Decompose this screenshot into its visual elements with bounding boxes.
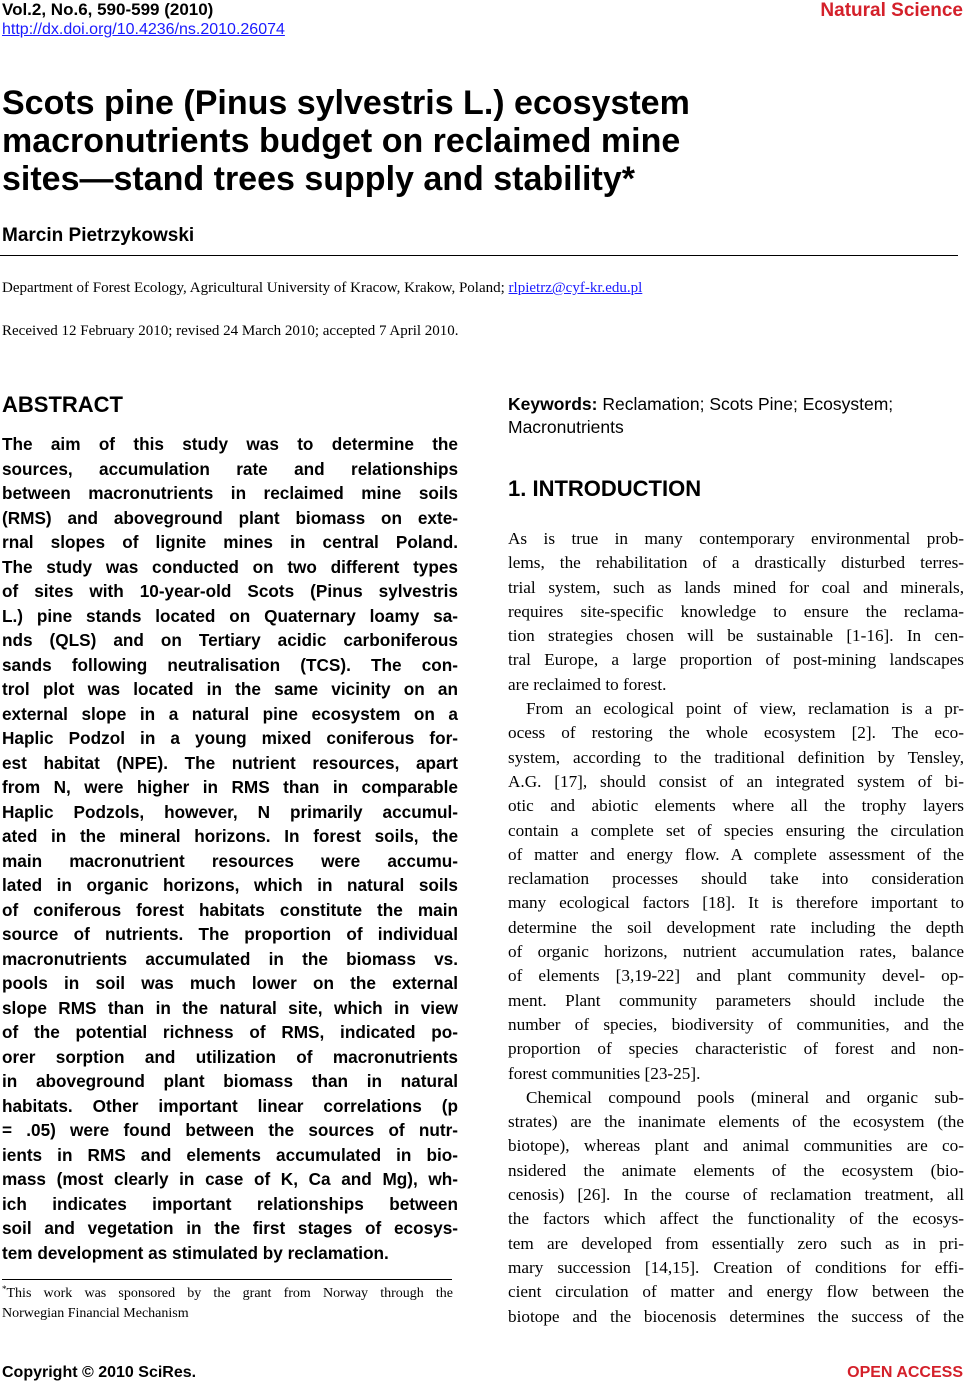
paragraph-line: From an ecological point of view, reclamation is a pr- xyxy=(526,699,964,719)
paragraph-line: reclamation processes should take into consideration xyxy=(508,869,964,889)
abstract-line: L.) pine stands located on Quaternary loamy sa- xyxy=(2,605,458,626)
paragraph-line: proportion of species characteristic of forest and non- xyxy=(508,1039,964,1059)
author-name: Marcin Pietrzykowski xyxy=(2,225,195,246)
abstract-line: est habitat (NPE). The nutrient resources, apart xyxy=(2,752,458,773)
paragraph-line: determine the soil development rate including the depth xyxy=(508,917,964,937)
abstract-line: The aim of this study was to determine the xyxy=(2,434,458,454)
email-link[interactable]: rlpietrz@cyf-kr.edu.pl xyxy=(508,280,643,296)
abstract-line: Haplic Podzols, however, N primarily accumul- xyxy=(2,801,458,822)
paragraph-line: otic and abiotic elements where all the trophy layers xyxy=(508,796,964,816)
abstract-line: slope RMS than in the natural site, which in view xyxy=(2,997,458,1018)
abstract-heading: ABSTRACT xyxy=(2,392,123,417)
paragraph-line: number of species, biodiversity of communities, and the xyxy=(508,1014,964,1034)
paragraph-line: requires site-specific knowledge to ensure the reclama- xyxy=(508,601,964,621)
paragraph-line: nsidered the animate elements of the ecosystem (bio- xyxy=(508,1160,964,1180)
abstract-line: external slope in a natural pine ecosystem on a xyxy=(2,703,458,724)
abstract-line: Haplic Podzol in a young mixed coniferous for- xyxy=(2,728,458,748)
abstract-line: ated in the mineral horizons. In forest soils, the xyxy=(2,826,458,846)
paragraph-line: A.G. [17], should consist of an integrated system of bi- xyxy=(508,771,964,791)
abstract-line: sands following neutralisation (TCS). The con- xyxy=(2,654,458,675)
paragraph-line: contain a complete set of species ensuring the circulation xyxy=(508,820,964,840)
section-heading: 1. INTRODUCTION xyxy=(508,476,702,501)
introduction-body xyxy=(508,527,964,1329)
abstract-line: tem development as stimulated by reclamation. xyxy=(2,1242,389,1263)
keywords xyxy=(508,393,958,439)
abstract-line: from N, were higher in RMS than in comparable xyxy=(2,777,458,797)
keywords-text: Reclamation; Scots Pine; Ecosystem; Macronutrients xyxy=(508,394,894,437)
abstract-body xyxy=(2,432,458,1265)
abstract-line: of coniferous forest habitats constitute the main xyxy=(2,899,458,920)
affiliation-text: Department of Forest Ecology, Agricultural University of Kracow, Krakow, Poland; xyxy=(2,280,509,296)
paragraph-line: As is true in many contemporary environmental prob- xyxy=(508,529,964,548)
footnote-line: This work was sponsored by the grant from Norway through the xyxy=(6,1286,453,1301)
journal-name: Natural Science xyxy=(820,0,963,21)
title-divider xyxy=(0,255,958,256)
abstract-line: between macronutrients in reclaimed mine soils xyxy=(2,483,458,503)
abstract-line: in aboveground plant biomass than in natural xyxy=(2,1071,458,1091)
abstract-line: of sites with 10-year-old Scots (Pinus sylvestris xyxy=(2,581,458,601)
abstract-line: lated in organic horizons, which in natural soils xyxy=(2,875,458,895)
paragraph-line: tion strategies chosen will be sustainable [1-16]. In cen- xyxy=(508,626,964,646)
paragraph-line: of matter and energy flow. A complete assessment of the xyxy=(508,844,964,864)
abstract-line: source of nutrients. The proportion of individual xyxy=(2,924,458,944)
doi-link[interactable]: http://dx.doi.org/10.4236/ns.2010.26074 xyxy=(2,21,285,38)
abstract-line: (RMS) and aboveground plant biomass on exte- xyxy=(2,507,458,528)
abstract-line: soil and vegetation in the first stages of ecosys- xyxy=(2,1218,458,1238)
abstract-line: mass (most clearly in case of K, Ca and Mg), wh- xyxy=(2,1169,458,1189)
paragraph-line: forest communities [23-25]. xyxy=(508,1063,701,1083)
received-dates: Received 12 February 2010; revised 24 March 2010; accepted 7 April 2010. xyxy=(2,323,459,339)
paragraph-line: Chemical compound pools (mineral and organic sub- xyxy=(526,1087,964,1107)
paragraph-line: the factors which affect the functionality of the ecosys- xyxy=(508,1209,964,1229)
abstract-line: nds (QLS) and on Tertiary acidic carboniferous xyxy=(2,630,458,650)
footnote-divider xyxy=(2,1279,452,1280)
footnote-line: Norwegian Financial Mechanism xyxy=(2,1306,189,1321)
paragraph-line: tem are developed from essentially zero such as in pri- xyxy=(508,1233,964,1253)
paragraph-line: strates) are the inanimate elements of the ecosystem (the xyxy=(508,1112,964,1132)
title-line: Scots pine (Pinus sylvestris L.) ecosystem xyxy=(2,84,690,122)
abstract-line: pools in soil was much lower on the external xyxy=(2,973,458,993)
footnote-mark: * xyxy=(2,1284,7,1294)
open-access-label: OPEN ACCESS xyxy=(847,1364,963,1381)
paragraph-line: lems, the rehabilitation of a drastically disturbed terres- xyxy=(508,553,964,573)
paragraph-line: tral Europe, a large proportion of post-mining landscapes xyxy=(508,650,964,670)
paragraph-line: cient circulation of matter and energy flow between the xyxy=(508,1282,964,1302)
footnote xyxy=(2,1284,453,1324)
abstract-line: ients in RMS and elements accumulated in bio- xyxy=(2,1144,458,1165)
abstract-line: of the potential richness of RMS, indicated po- xyxy=(2,1022,458,1042)
affiliation xyxy=(2,280,642,297)
paragraph-line: ocess of restoring the whole ecosystem [2]. The eco- xyxy=(508,723,964,743)
abstract-line: = .05) were found between the sources of nutr- xyxy=(2,1120,458,1140)
journal-reference: Vol.2, No.6, 590-599 (2010) xyxy=(2,0,214,19)
paragraph-line: ment. Plant community parameters should include the xyxy=(508,990,964,1010)
keywords-label: Keywords: xyxy=(508,394,598,414)
paragraph-line: mary succession [14,15]. Creation of conditions for effi- xyxy=(508,1257,964,1277)
paper-title xyxy=(2,84,902,198)
title-line: macronutrients budget on reclaimed mine xyxy=(2,122,681,160)
paragraph-line: biotope and the biocenosis determines the success of the xyxy=(508,1306,964,1326)
abstract-line: ich indicates important relationships between xyxy=(2,1193,458,1214)
copyright: Copyright © 2010 SciRes. xyxy=(2,1364,197,1381)
abstract-line: orer sorption and utilization of macronutrients xyxy=(2,1046,458,1067)
paragraph-line: are reclaimed to forest. xyxy=(508,674,667,694)
paragraph-line: system, according to the traditional definition by Tensley, xyxy=(508,747,964,767)
abstract-line: trol plot was located in the same vicinity on an xyxy=(2,679,458,699)
paragraph-line: biotope), whereas plant and animal communities are co- xyxy=(508,1136,964,1156)
abstract-line: habitats. Other important linear correlations (p xyxy=(2,1095,458,1116)
abstract-line: macronutrients accumulated in the biomass vs. xyxy=(2,948,458,969)
abstract-line: sources, accumulation rate and relationships xyxy=(2,458,458,479)
title-line: sites—stand trees supply and stability* xyxy=(2,160,635,198)
paragraph-line: trial system, such as lands mined for coal and minerals, xyxy=(508,577,964,597)
paragraph-line: of elements [3,19-22] and plant community devel- op- xyxy=(508,966,964,986)
abstract-line: rnal slopes of lignite mines in central Poland. xyxy=(2,532,458,552)
abstract-line: The study was conducted on two different types xyxy=(2,556,458,577)
abstract-line: main macronutrient resources were accumu- xyxy=(2,850,458,871)
paragraph-line: of organic horizons, nutrient accumulation rates, balance xyxy=(508,942,964,962)
paragraph-line: cenosis) [26]. In the course of reclamation treatment, all xyxy=(508,1185,964,1205)
paragraph-line: many ecological factors [18]. It is therefore important to xyxy=(508,893,964,913)
